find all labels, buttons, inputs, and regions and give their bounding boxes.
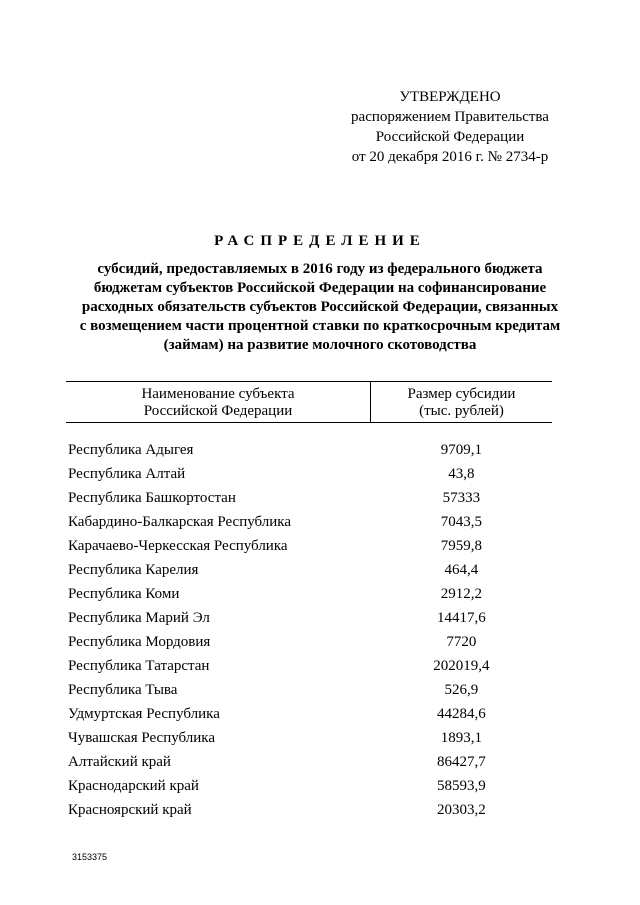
column-header-name-line: Российской Федерации — [143, 403, 293, 419]
table-row — [66, 678, 552, 702]
subsidy-table — [66, 381, 552, 822]
table-row — [66, 438, 552, 462]
subsidy-amount: 20303,2 — [437, 801, 486, 818]
approval-line: распоряжением Правительства — [351, 109, 549, 125]
approval-date-number: от 20 декабря 2016 г. № 2734-р — [351, 149, 549, 165]
table-row — [66, 726, 552, 750]
table-row — [66, 654, 552, 678]
document-heading: РАСПРЕДЕЛЕНИЕ — [214, 233, 426, 249]
table-header — [66, 381, 552, 423]
subsidy-amount: 7959,8 — [440, 537, 482, 554]
subsidy-amount: 9709,1 — [440, 441, 482, 458]
subtitle-line: с возмещением части процентной ставки по краткосрочным кредитам — [79, 318, 561, 334]
document-subtitle — [60, 260, 580, 355]
region-name: Карачаево-Черкесская Республика — [68, 537, 288, 554]
subtitle-line: расходных обязательств субъектов Российской Федерации, связанных — [81, 299, 559, 315]
subsidy-amount: 14417,6 — [437, 609, 486, 626]
table-row — [66, 558, 552, 582]
region-name: Республика Мордовия — [68, 633, 211, 650]
region-name: Республика Марий Эл — [68, 609, 210, 626]
column-header-name-line: Наименование субъекта — [141, 386, 295, 402]
table-row — [66, 462, 552, 486]
column-header-name — [66, 382, 370, 422]
region-name: Республика Татарстан — [68, 657, 210, 674]
subtitle-line: бюджетам субъектов Российской Федерации на софинансирование — [93, 280, 547, 296]
subsidy-amount: 44284,6 — [437, 705, 486, 722]
region-name: Республика Адыгея — [68, 441, 194, 458]
table-row — [66, 798, 552, 822]
column-header-amount — [370, 382, 552, 422]
table-row — [66, 510, 552, 534]
table-row — [66, 486, 552, 510]
approval-title: УТВЕРЖДЕНО — [399, 89, 501, 105]
region-name: Чувашская Республика — [68, 729, 216, 746]
table-row — [66, 702, 552, 726]
region-name: Кабардино-Балкарская Республика — [68, 513, 292, 530]
document-code: 3153375 — [72, 852, 108, 862]
subsidy-amount: 1893,1 — [440, 729, 482, 746]
table-row — [66, 534, 552, 558]
subsidy-amount: 464,4 — [444, 561, 479, 578]
table-row — [66, 774, 552, 798]
subsidy-amount: 202019,4 — [433, 657, 490, 674]
subtitle-line: субсидий, предоставляемых в 2016 году из федерального бюджета — [97, 261, 543, 277]
region-name: Республика Алтай — [68, 465, 186, 482]
region-name: Красноярский край — [68, 801, 192, 818]
region-name: Республика Тыва — [68, 681, 178, 698]
table-body — [66, 438, 552, 822]
region-name: Удмуртская Республика — [68, 705, 220, 722]
region-name: Алтайский край — [68, 753, 171, 770]
subsidy-amount: 7043,5 — [440, 513, 482, 530]
subsidy-amount: 7720 — [446, 633, 477, 650]
column-header-amount-line: (тыс. рублей) — [419, 403, 504, 419]
region-name: Республика Карелия — [68, 561, 199, 578]
subsidy-amount: 58593,9 — [437, 777, 486, 794]
column-header-amount-line: Размер субсидии — [407, 386, 516, 402]
approval-block — [330, 87, 570, 167]
table-row — [66, 582, 552, 606]
subsidy-amount: 2912,2 — [440, 585, 482, 602]
region-name: Республика Башкортостан — [68, 489, 236, 506]
subtitle-line: (займам) на развитие молочного скотоводства — [163, 337, 477, 353]
region-name: Республика Коми — [68, 585, 180, 602]
table-row — [66, 630, 552, 654]
subsidy-amount: 43,8 — [448, 465, 475, 482]
subsidy-amount: 526,9 — [444, 681, 479, 698]
subsidy-amount: 57333 — [442, 489, 481, 506]
table-row — [66, 750, 552, 774]
subsidy-amount: 86427,7 — [437, 753, 486, 770]
region-name: Краснодарский край — [68, 777, 199, 794]
approval-line: Российской Федерации — [375, 129, 525, 145]
table-row — [66, 606, 552, 630]
